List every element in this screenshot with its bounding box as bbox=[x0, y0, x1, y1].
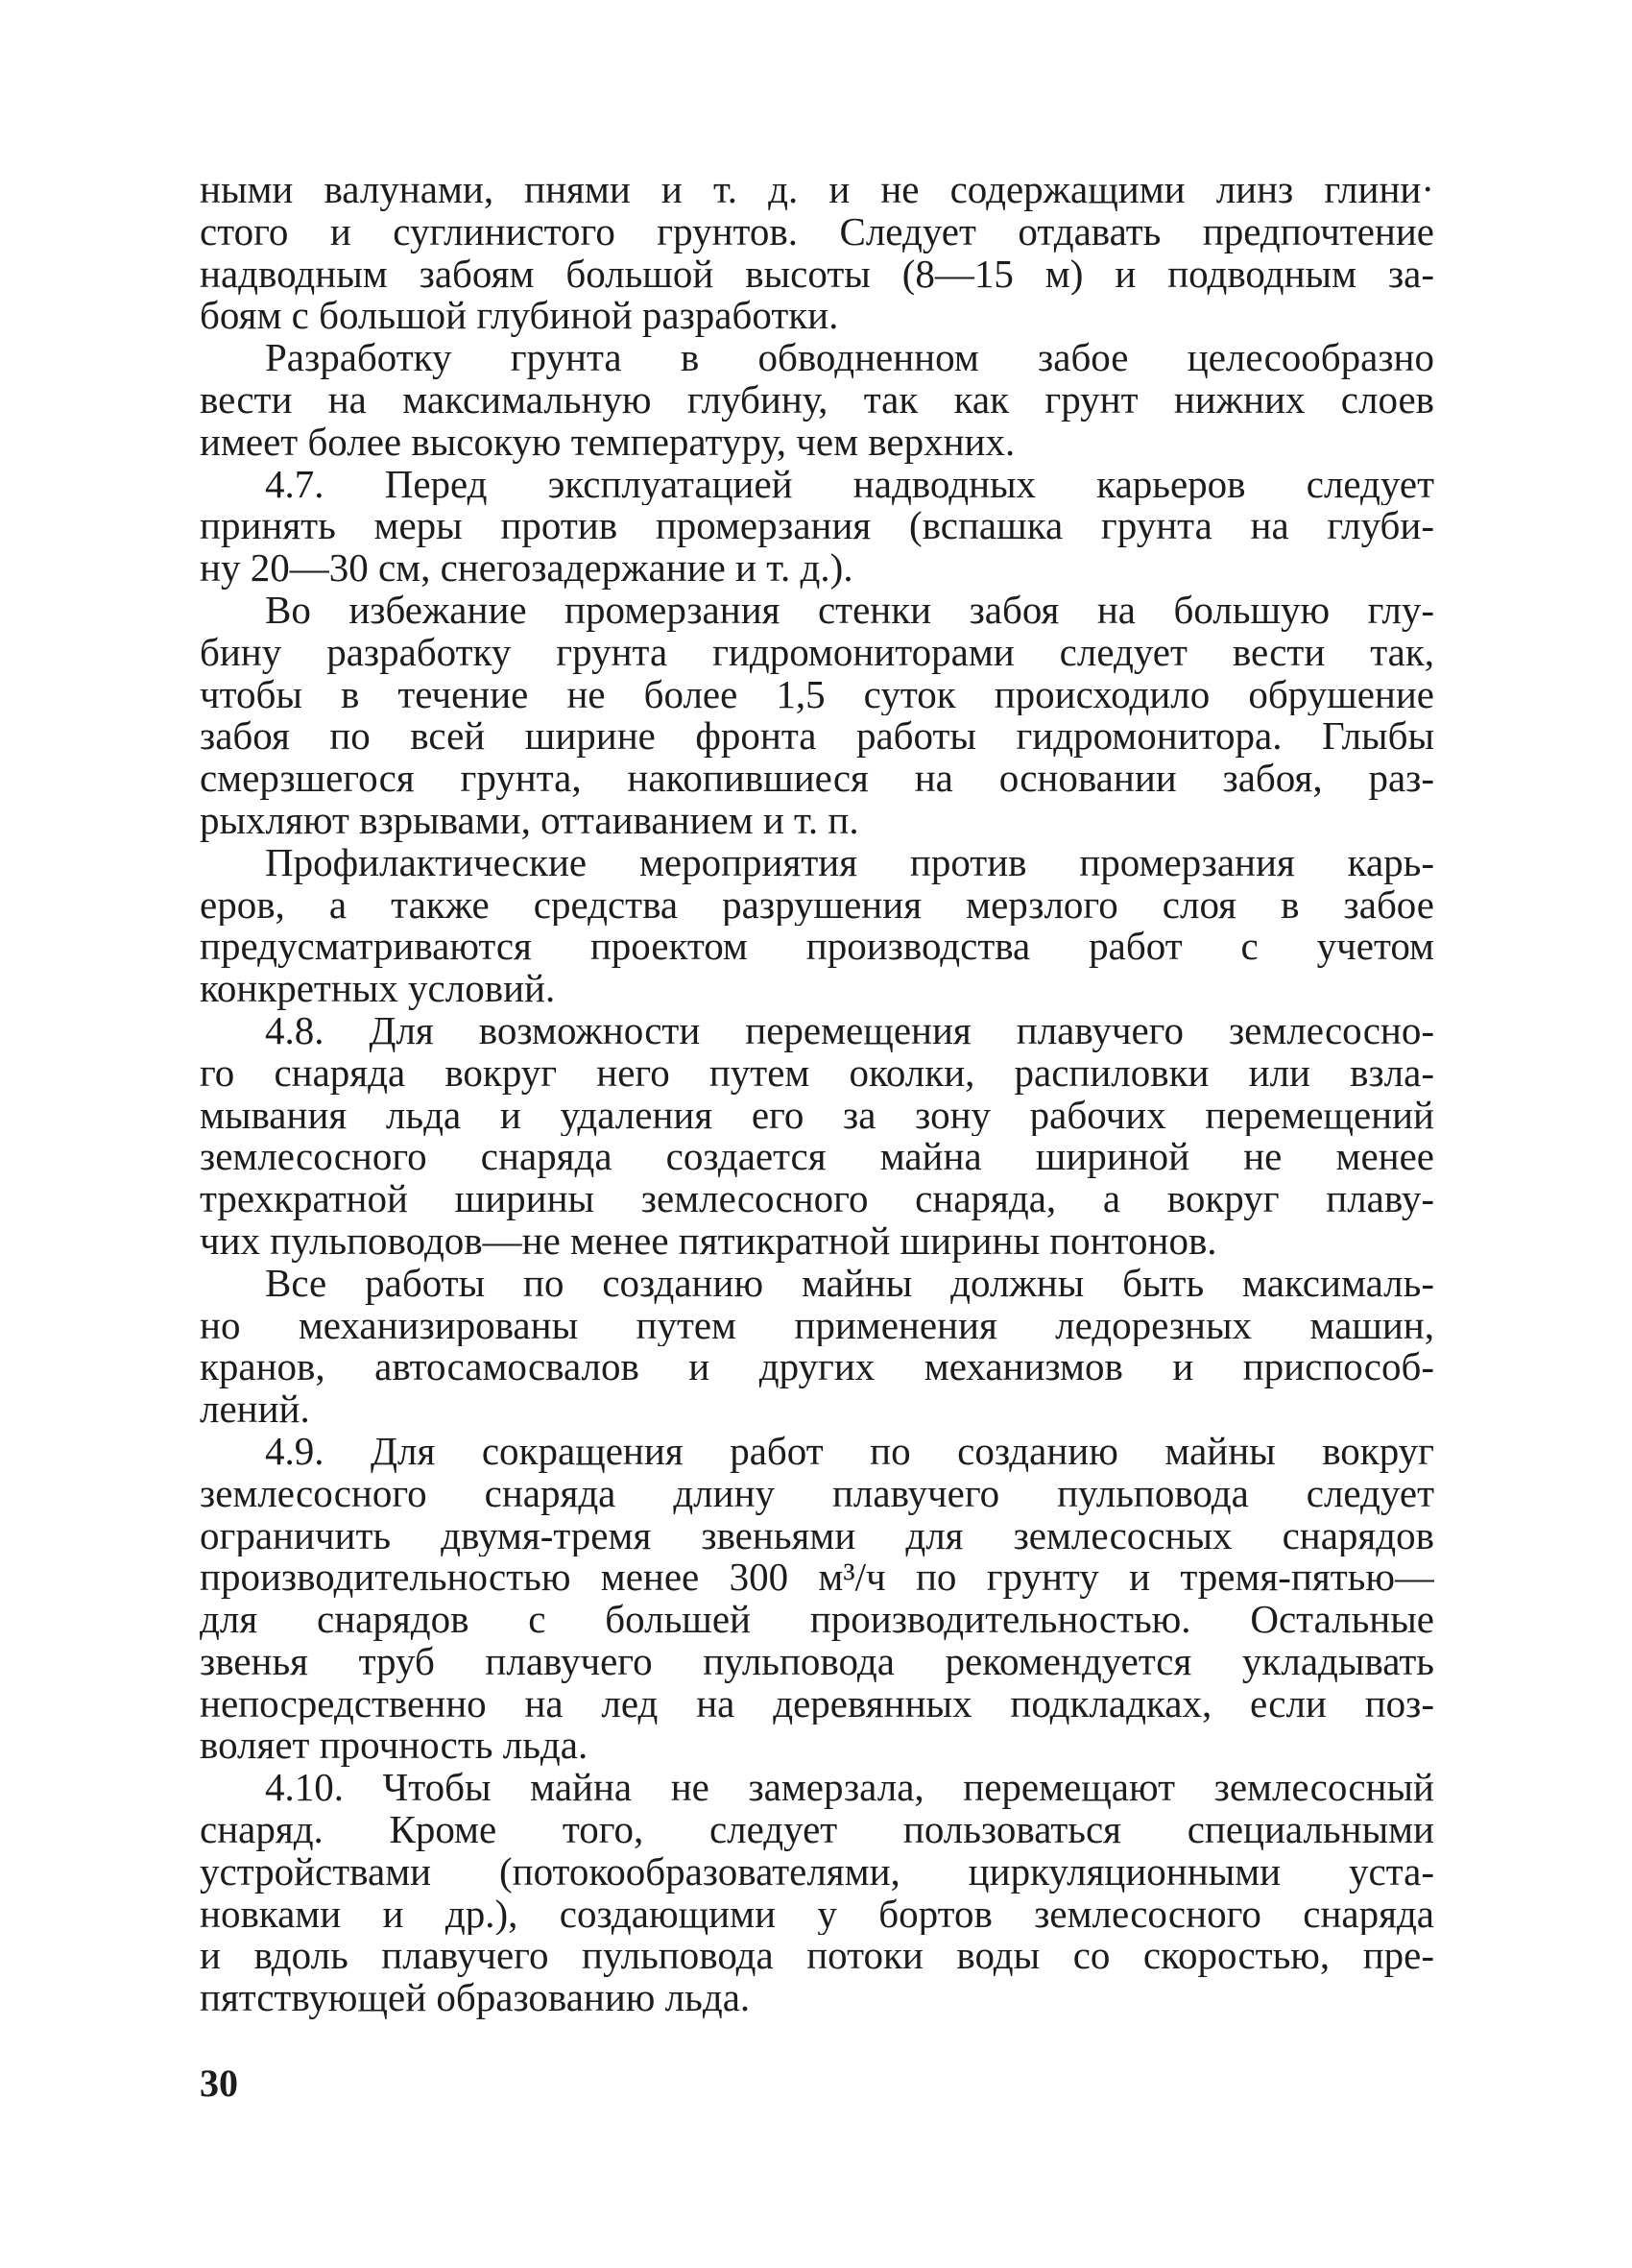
text-line: но механизированы путем применения ледорезных машин, bbox=[200, 1304, 1434, 1347]
text-line: землесосного снаряда создается майна шириной не менее bbox=[200, 1136, 1434, 1179]
text-line: производительностью менее 300 м³/ч по грунту и тремя-пятью— bbox=[200, 1556, 1434, 1600]
text-line: забоя по всей ширине фронта работы гидромонитора. Глыбы bbox=[200, 715, 1434, 759]
text-line: ными валунами, пнями и т. д. и не содержащими линз глини· bbox=[200, 169, 1434, 211]
text-line: лений. bbox=[200, 1388, 310, 1431]
text-line: еров, а также средства разрушения мерзлого слоя в забое bbox=[200, 883, 1434, 927]
text-line: смерзшегося грунта, накопившиеся на основании забоя, раз- bbox=[200, 758, 1434, 800]
text-line: чтобы в течение не более 1,5 суток происходило обрушение bbox=[200, 673, 1434, 716]
text-line: ограничить двумя-тремя звеньями для землесосных снарядов bbox=[200, 1514, 1434, 1557]
text-line: бину разработку грунта гидромониторами следует вести так, bbox=[200, 631, 1434, 674]
text-line: ну 20—30 см, снегозадержание и т. д.). bbox=[200, 547, 853, 590]
page-number: 30 bbox=[200, 2062, 238, 2105]
text-line: Все работы по созданию майны должны быть максималь- bbox=[265, 1262, 1434, 1305]
text-line: чих пульповодов—не менее пятикратной ширины понтонов. bbox=[200, 1219, 1217, 1263]
text-line: трехкратной ширины землесосного снаряда, а вокруг плаву- bbox=[200, 1178, 1434, 1220]
text-line: воляет прочность льда. bbox=[200, 1725, 588, 1768]
text-line: Во избежание промерзания стенки забоя на большую глу- bbox=[265, 589, 1434, 632]
text-line: имеет более высокую температуру, чем верхних. bbox=[200, 421, 1016, 464]
text-line: для снарядов с большей производительностью. Остальные bbox=[200, 1599, 1434, 1641]
text-line: и вдоль плавучего пульповода потоки воды со скоростью, пре- bbox=[200, 1935, 1434, 1978]
text-line: боям с большой глубиной разработки. bbox=[200, 295, 839, 338]
text-line: новками и др.), создающими у бортов землесосного снаряда bbox=[200, 1893, 1434, 1936]
text-line: звенья труб плавучего пульповода рекомендуется укладывать bbox=[200, 1640, 1434, 1683]
text-line: непосредственно на лед на деревянных подкладках, если поз- bbox=[200, 1682, 1434, 1725]
text-line: надводным забоям большой высоты (8—15 м) и подводным за- bbox=[200, 253, 1434, 296]
text-line: пятствующей образованию льда. bbox=[200, 1977, 751, 2020]
text-line: снаряд. Кроме того, следует пользоваться специальными bbox=[200, 1809, 1434, 1851]
body-text bbox=[200, 169, 1434, 2019]
text-line: 4.9. Для сокращения работ по созданию майны вокруг bbox=[265, 1430, 1434, 1473]
text-line: 4.7. Перед эксплуатацией надводных карьеров следует bbox=[265, 463, 1434, 506]
text-line: конкретных условий. bbox=[200, 968, 556, 1010]
text-line: землесосного снаряда длину плавучего пульповода следует bbox=[200, 1472, 1434, 1515]
text-line: го снаряда вокруг него путем околки, распиловки или взла- bbox=[200, 1051, 1434, 1095]
text-line: кранов, автосамосвалов и других механизмов и приспособ- bbox=[200, 1346, 1434, 1389]
text-line: Профилактические мероприятия против промерзания карь- bbox=[265, 841, 1434, 884]
text-line: устройствами (потокообразователями, циркуляционными уста- bbox=[200, 1850, 1434, 1894]
text-line: 4.10. Чтобы майна не замерзала, перемещают землесосный bbox=[265, 1767, 1434, 1810]
text-line: 4.8. Для возможности перемещения плавучего землесосно- bbox=[265, 1009, 1434, 1052]
text-line: вести на максимальную глубину, так как грунт нижних слоев bbox=[200, 378, 1434, 422]
text-line: принять меры против промерзания (вспашка грунта на глуби- bbox=[200, 505, 1434, 548]
text-line: Разработку грунта в обводненном забое целесообразно bbox=[265, 337, 1434, 379]
text-line: рыхляют взрывами, оттаиванием и т. п. bbox=[200, 799, 859, 842]
text-line: мывания льда и удаления его за зону рабочих перемещений bbox=[200, 1094, 1434, 1137]
text-line: предусматриваются проектом производства работ с учетом bbox=[200, 926, 1434, 969]
text-line: стого и суглинистого грунтов. Следует отдавать предпочтение bbox=[200, 210, 1434, 253]
